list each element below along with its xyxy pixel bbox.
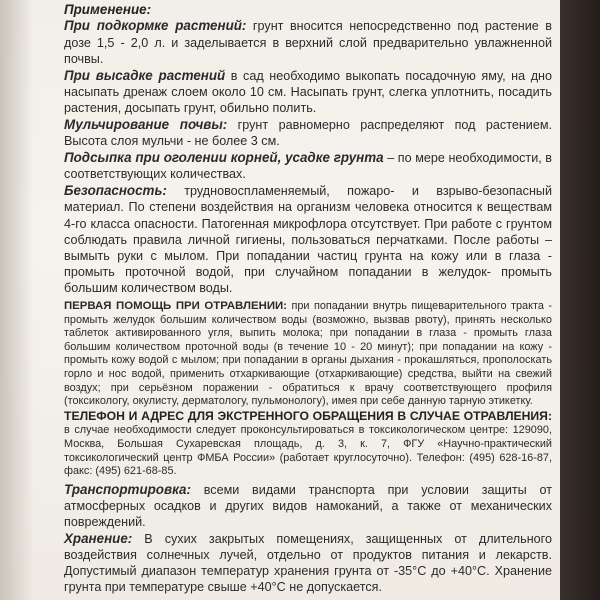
mulching-text: грунт равномерно распределяют под растением. Высота слоя мульчи - не более 3 см. [64,117,552,149]
first-aid-lead: ПЕРВАЯ ПОМОЩЬ ПРИ ОТРАВЛЕНИИ: [64,300,287,312]
safety-text: трудновоспламеняемый, пожаро- и взрыво-безопасный материал. По степени воздействия на организм человека относится к веществам 4-го класса опасности. Патогенная микрофлора отсутствует. При работе с грунтом соблюдать правила личной гигиены, пользоваться перчатками. После работы – вымыть руки с мылом. При попадании частиц грунта на кожу или в глаза - промыть проточной водой, при случайном попадании в желудок- промыть большим количеством воды. [64,184,552,295]
mulching-lead: Мульчирование почвы: [64,116,228,132]
feeding-lead: При подкормке растений: [64,18,247,34]
emergency-text: в случае необходимости следует проконсультироваться в токсикологическом центре: 129090, Москва, Большая Сухаревская площадь, д. 3, к. 7, ФГУ «Научно-практический токсикологический центр ФМБА России» (работает круглосуточно). Телефон: (495) 628-16-87, факс: (495) 621-68-85. [64,424,552,478]
first-aid-paragraph [64,300,552,409]
feeding-paragraph [64,18,552,66]
first-aid-block [64,300,552,409]
storage-paragraph [64,531,552,595]
topping-lead: Подсыпка при оголении корней, усадке грунта [64,150,384,166]
storage-text: В сухих закрытых помещениях, защищенных от длительного воздействия солнечных лучей, отдельно от продуктов питания и лекарств. Допустимый диапазон температур хранения грунта от -35°С до +40°С. Хранение грунта при температуре свыше +40°С не допускается. [64,532,552,595]
planting-lead: При высадке растений [64,67,226,83]
emergency-paragraph [64,409,552,479]
emergency-block [64,409,552,479]
mulching-paragraph [64,117,552,149]
planting-text: в сад необходимо выкопать посадочную яму, на дно насыпать дренаж слоем около 10 см. Насыпать грунт, слегка уплотнить, посадить растения, досыпать грунт, обильно полить. [64,68,553,115]
topping-text: – по мере необходимости, в соответствующих количествах. [64,151,552,182]
safety-paragraph [64,183,552,296]
package-dark-edge [560,0,600,600]
transport-paragraph [64,482,552,530]
transport-lead: Транспортировка: [64,481,191,497]
application-heading: Применение: [64,2,152,17]
feeding-text: грунт вносится непосредственно под растение в дозе 1,5 - 2,0 л. и заделывается в верхний слой предварительно увлажненной почвы. [64,19,552,66]
transport-text: всеми видами транспорта при условии защиты от атмосферных осадков и других видов намоканий, а также от механических повреждений. [64,482,552,529]
storage-lead: Хранение: [64,531,133,546]
safety-lead: Безопасность: [64,183,167,199]
first-aid-text: при попадании внутрь пищеварительного тракта - промыть желудок большим количеством воды (возможно, вызвав рвоту), принять несколько таблеток активированного угля, выпить молока; при попадании в глаза - промыть глаза большим количеством проточной воды (в течение 10 - 20 минут); при попадании на кожу - промыть кожу водой с мылом; при попадании в органы дыхания - прокашляться, прополоскать горло и нос водой, применить отхаркивающие (отхаркивающие) средства, выйти на свежий воздух; при серьёзном поражении - обратиться к врачу соответствующего профиля (токсикологу, окулисту, дерматологу, пульмонологу), имея при себе данную тарную этикетку. [64,300,552,408]
paper-fold-shadow [0,0,34,600]
topping-paragraph [64,150,552,182]
emergency-lead: ТЕЛЕФОН И АДРЕС ДЛЯ ЭКСТРЕННОГО ОБРАЩЕНИЯ В СЛУЧАЕ ОТРАВЛЕНИЯ: [64,408,552,423]
planting-paragraph [64,68,552,116]
